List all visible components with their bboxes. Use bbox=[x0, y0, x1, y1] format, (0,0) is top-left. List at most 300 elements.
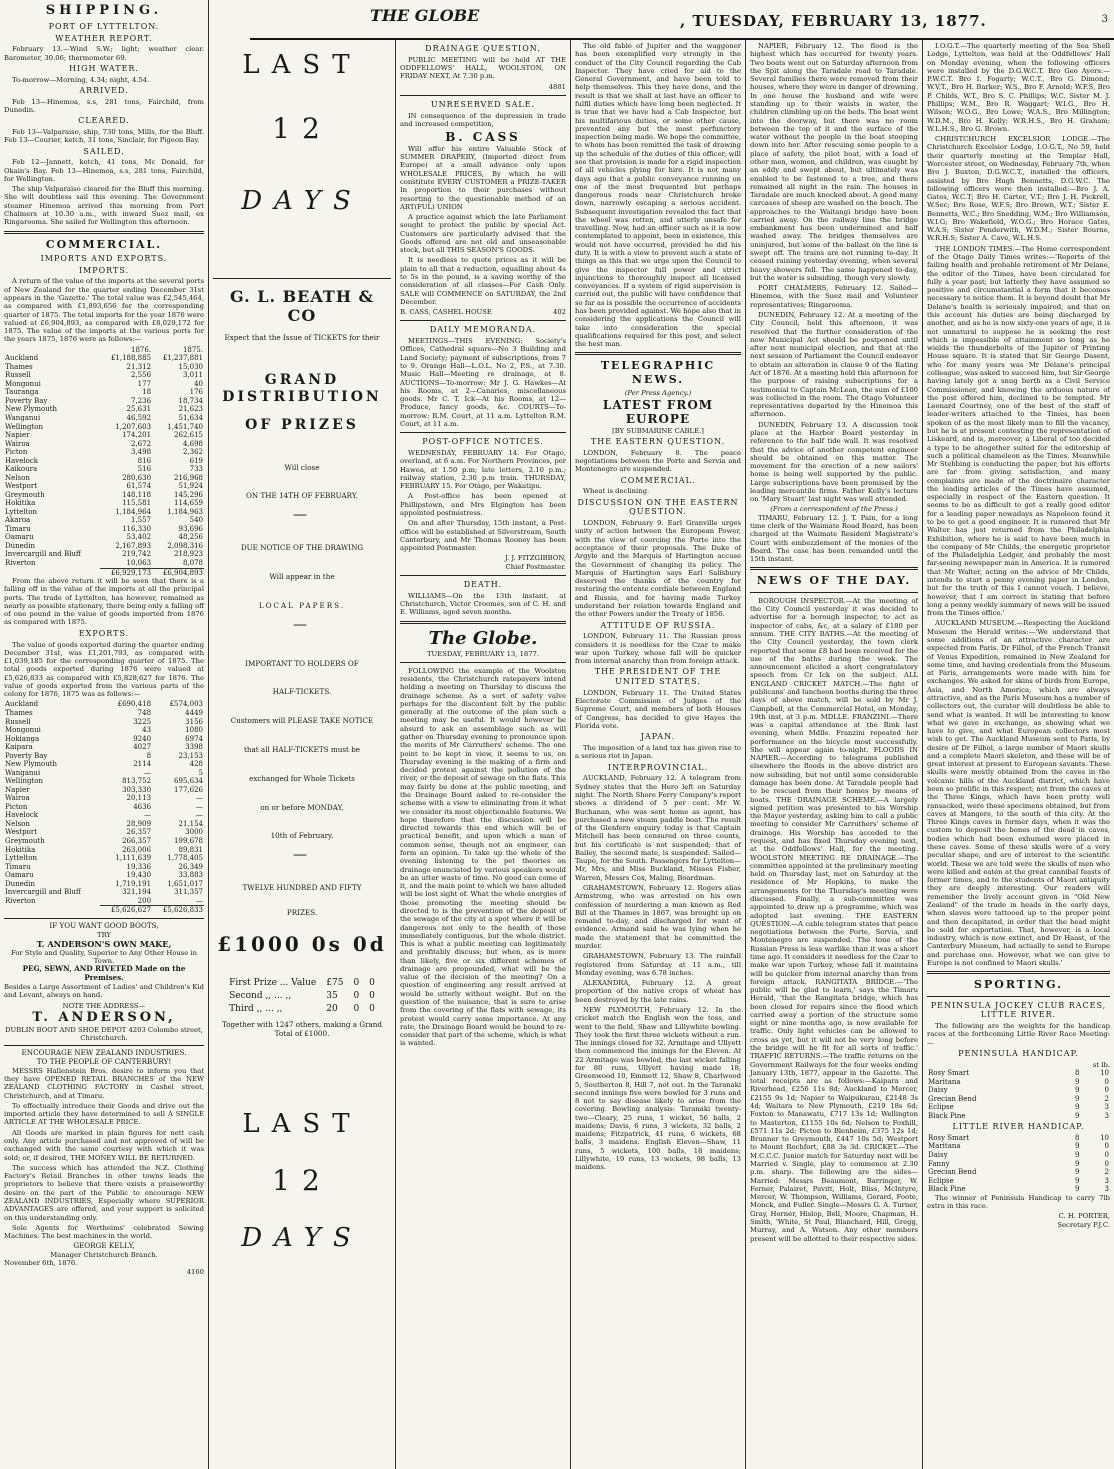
imports-row-b: 262,615 bbox=[174, 431, 203, 440]
grand-distribution: GRAND DISTRIBUTION bbox=[222, 372, 382, 406]
exports-row-port: Wanganui bbox=[5, 768, 41, 777]
dunedin-item-1: DUNEDIN, February 12. At a meeting of the City Council, held this afternoon, it was resolved that the further consideration of the new Municipal Act should be postponed until after next municipal election, and that at the next session of Parliament the Council endeavor to obtain an alteration in clause 9 of the Rating Act of 1876. At a meeting held this afternoon for the purpose of raising subscriptions for a testimonial to Captain McLean, the sum of £100 was collected in the room. The Otago Volunteer representatives departed by the Hinemoa this afternoon. bbox=[750, 311, 918, 419]
imports-row-b: 218,923 bbox=[174, 550, 203, 559]
imports-row-port: Nelson bbox=[5, 473, 30, 482]
exports-row-port: Invercargill and Bluff bbox=[5, 888, 81, 897]
imports-row bbox=[4, 414, 204, 423]
iogt-item: I.O.G.T.—The quarterly meeting of the Sea Shell Lodge, Lyttelton, was held at the Oddfellows' Hall on Monday evening, when the following officers were installed by the D.G.W.C.T. Bro Geo Ayers:—P.W.C.T. Bro I. Fogarty; W.C.T., Bro G. Dimond; W.V.T., Bro H. Barker; W.S., Bro F. Arnold; W.F.S, Bro P. Childs, W.T., Bro S. C. Phillips; W.C. Sister M. J. Phillips; W.M., Bro R. Waggart; W.I.G., Bro H. Wilson; W.O.G., Bro Lowe; W.A.S., Bro Millington; W.D.M., Bro H. Kelly; W.R.H.S., Bro H. Graham; W.L.H.S., Bro G. Brown. bbox=[927, 42, 1110, 133]
imports-row-port: Wairoa bbox=[5, 439, 30, 448]
boots-address: DUBLIN BOOT AND SHOE DEPOT 4203 Colombo street, Christchurch. bbox=[5, 1025, 203, 1042]
column-6 bbox=[923, 0, 1114, 1469]
exports-total-b: £5,626,833 bbox=[152, 906, 204, 915]
due-notice: DUE NOTICE OF THE DRAWING bbox=[240, 543, 364, 553]
boots-stock: Besides a Large Assortment of Ladies' and Children's Kid and Levant, always on hand. bbox=[4, 982, 204, 1000]
imports-row-a: 116,330 bbox=[122, 524, 152, 533]
exports-row-b: 21,154 bbox=[178, 819, 203, 828]
weather-heading: WEATHER REPORT. bbox=[55, 33, 153, 43]
handicap-row-lb: 0 bbox=[1104, 1142, 1109, 1151]
imports-row bbox=[4, 542, 204, 551]
handicap-row bbox=[927, 1160, 1110, 1169]
high-water-heading: HIGH WATER. bbox=[69, 63, 139, 73]
exports-row-port: Kaipara bbox=[5, 743, 33, 752]
latest-europe: LATEST FROM EUROPE bbox=[602, 397, 714, 427]
exports-row bbox=[4, 769, 204, 778]
handicap-row-st: 9 bbox=[1075, 1151, 1080, 1159]
little-river-handicap-table bbox=[927, 1134, 1110, 1194]
imports-row-a: 177 bbox=[137, 379, 152, 388]
handicap-row-horse: Daisy bbox=[928, 1086, 948, 1095]
exports-row-a: 3225 bbox=[133, 717, 152, 726]
imports-row-port: Westport bbox=[5, 482, 38, 491]
imports-row-a: 1,207,603 bbox=[115, 422, 152, 431]
exports-row-port: Picton bbox=[5, 802, 28, 811]
sale-name: B. CASS bbox=[445, 130, 521, 145]
exports-row-a: 9240 bbox=[133, 734, 152, 743]
imports-row-b: 93,696 bbox=[178, 524, 203, 533]
exports-row-a: — bbox=[144, 811, 152, 820]
imports-row-a: 7,236 bbox=[130, 396, 152, 405]
imports-row-port: Oamaru bbox=[5, 533, 34, 542]
encourage-sign: GEORGE KELLY, bbox=[73, 1241, 135, 1251]
exports-row-b: — bbox=[196, 794, 203, 803]
encourage-role: Manager Christchurch Branch. bbox=[50, 1251, 158, 1260]
eastern-heading: THE EASTERN QUESTION. bbox=[590, 437, 726, 447]
exports-row-port: New Plymouth bbox=[5, 760, 58, 769]
imports-row-port: Tauranga bbox=[5, 388, 39, 397]
handicap-row-lb: 3 bbox=[1104, 1176, 1109, 1185]
imports-row-port: Invercargill and Bluff bbox=[5, 550, 81, 559]
on-or-before: on or before MONDAY, bbox=[260, 802, 344, 812]
imports-row-b: 3,011 bbox=[182, 371, 203, 380]
post-body-3: On and after Thursday, 15th instant, a Post-office will be established at Silverstream, South Canterbury, and Mr Thomas Rooney has been appointed Postmaster. bbox=[400, 519, 566, 553]
customers-notice: Customers will PLEASE TAKE NOTICE bbox=[230, 716, 374, 726]
encourage-body-2: To effectually introduce their Goods and drive out the imported article they have determined to sell A SINGLE ARTICLE AT THE WHOLESALE PRICE. bbox=[4, 1101, 204, 1127]
imports-row bbox=[4, 388, 204, 397]
prize-row-s: 0 bbox=[353, 1004, 360, 1015]
handicap-row-lb: 10 bbox=[1100, 1069, 1109, 1077]
exports-row-port: Greymouth bbox=[5, 836, 45, 845]
important-holders: IMPORTANT TO HOLDERS OF bbox=[245, 658, 359, 668]
exports-row-port: Auckland bbox=[5, 700, 39, 709]
handicap-row bbox=[927, 1134, 1110, 1143]
imports-row bbox=[4, 525, 204, 534]
exports-row-b: 26,349 bbox=[178, 862, 203, 871]
drainage-heading: DRAINAGE QUESTION. bbox=[425, 44, 541, 53]
twelve-banner: 12 bbox=[272, 111, 332, 145]
imports-row-b: 48,256 bbox=[178, 533, 203, 542]
exports-row-b: £574,003 bbox=[169, 700, 203, 709]
imports-row-port: Auckland bbox=[5, 354, 39, 363]
prize-amount: £1000 0s 0d bbox=[217, 931, 387, 956]
exports-row bbox=[4, 709, 204, 718]
exports-row-b: — bbox=[196, 811, 203, 820]
exports-row-port: Mongonui bbox=[5, 726, 41, 735]
exports-row-port: Hokitika bbox=[5, 845, 36, 854]
russia-heading: ATTITUDE OF RUSSIA. bbox=[600, 620, 716, 630]
imports-row-port: Akaroa bbox=[5, 516, 31, 525]
exports-row-b: 428 bbox=[189, 760, 203, 769]
press-agency: (Per Press Agency.) bbox=[624, 389, 692, 398]
imports-total-b: £6,904,893 bbox=[152, 568, 204, 577]
imports-row-b: 619 bbox=[189, 456, 203, 465]
exports-row-a: 813,752 bbox=[122, 777, 152, 786]
exports-row-b: — bbox=[196, 896, 203, 905]
exports-row bbox=[4, 897, 204, 906]
beath-expect: Expect that the Issue of TICKETS for their bbox=[224, 332, 380, 342]
imports-row-port: Dunedin bbox=[5, 541, 35, 550]
imports-row bbox=[4, 371, 204, 380]
post-body-2: A Post-office has been opened at Phillipstown, and Mrs Elgington has been appointed postmistress. bbox=[400, 492, 566, 517]
boots-note: NOTE THE ADDRESS— bbox=[62, 1001, 146, 1010]
exports-row-a: £690,418 bbox=[117, 700, 152, 709]
imports-row-a: 46,592 bbox=[126, 413, 152, 422]
imports-row-a: 3,498 bbox=[130, 448, 152, 457]
alexandra-item: ALEXANDRA, February 12. A great proportion of the native crops of wheat has been destroyed by the late rains. bbox=[575, 979, 741, 1004]
half-tickets: HALF-TICKETS. bbox=[272, 687, 332, 697]
last-banner: LAST bbox=[242, 50, 362, 80]
exports-row-a: 263,006 bbox=[122, 845, 152, 854]
exports-row-a: 4636 bbox=[133, 802, 152, 811]
boots-name: T. ANDERSON'S OWN MAKE, bbox=[36, 938, 172, 949]
handicap-row-lb: 2 bbox=[1104, 1168, 1109, 1177]
death-body: WILLIAMS—On the 13th instant, at Christchurch, Victor Croomes, son of C. H. and E. Williams, aged seven months. bbox=[400, 591, 566, 617]
imports-row-b: 114,659 bbox=[174, 499, 203, 508]
exports-row-port: Nelson bbox=[5, 819, 30, 828]
exports-row bbox=[4, 735, 204, 744]
exports-row-port: Westport bbox=[5, 828, 38, 837]
exports-row-b: 1,651,017 bbox=[167, 879, 203, 888]
handicap-row-horse: Rosy Smart bbox=[928, 1133, 970, 1142]
races-note: The winner of Peninsula Handicap to carry 7lb extra in this race. bbox=[927, 1193, 1110, 1210]
tenth-february: 10th of February. bbox=[270, 831, 334, 841]
exports-row-port: Hokianga bbox=[5, 734, 40, 743]
exports-row bbox=[4, 820, 204, 829]
encourage-body-4: The success which has attended the N.Z. Clothing Factory's Retail Branches in other towns leads the proprietors to believe that there exists a praiseworthy desire on the part of the Public to encourage NEW ZEALAND INDUSTRIES, Especially where SUPERIOR ADVANTAGES are offered, and your support is solicited on this understanding only. bbox=[4, 1163, 204, 1222]
imports-row bbox=[4, 533, 204, 542]
prize-row bbox=[225, 991, 379, 1002]
together-note: Together with 1247 others, making a Grand Total of £1000. bbox=[221, 1020, 383, 1038]
exports-row-port: Havelock bbox=[5, 811, 38, 820]
imports-row bbox=[4, 380, 204, 389]
encourage-date: November 6th, 1876. bbox=[4, 1259, 78, 1268]
last-banner-2: LAST bbox=[242, 1108, 362, 1139]
handicap-row bbox=[927, 1078, 1110, 1087]
sale-sign: B. CASS, CASHEL HOUSE bbox=[400, 308, 492, 317]
handicap-row bbox=[927, 1095, 1110, 1104]
prize-row-l: 20 bbox=[326, 1004, 338, 1015]
sale-body-1: Will offer his entire Valuable Stock of SUMMER DRAPERY, (Imported direct from Europe) at a small advance only upon WHOLESALE PRICES, By which he will constitute EVERY CUSTOMER a PRIZE-TAKER In proportion to their purchases without resorting to the questionable method of an ART(FUL) UNION bbox=[400, 144, 566, 211]
imports-row-a: 10,063 bbox=[126, 559, 152, 568]
boots-try: TRY bbox=[97, 930, 111, 939]
column-2: LAST 12 DAYS G. L. BEATH & CO Expect that the Issue of TICKETS for their GRAND DISTRIBUTION OF PRIZES Will close ON THE 14TH OF FEBRUARY. — DUE NOTICE OF THE DRAWING Will appear in the LOCAL PAPERS. — IMPORTANT TO HOLDERS OF HALF-TICKETS. Customers will PLEASE TAKE NOTICE that all HALF-TICKETS must be exchanged for Whole Tickets on or before MONDAY, 10th of February. — TWELVE HUNDRED AND FIFTY PRIZES. £1000 0s 0d First Prize ... Value £75 0 0 Second ,, ... ,, 35 0 0 Third ,, ... ,, 20 0 0 Together with 1247 others, making a Grand Total of £1000. LAST 12 DAYS bbox=[209, 0, 395, 1469]
exports-row-b: 1080 bbox=[185, 726, 203, 735]
handicap-row-lb: 3 bbox=[1104, 1111, 1109, 1120]
column-3 bbox=[396, 0, 570, 1469]
exports-row-a: 1,719,191 bbox=[115, 879, 152, 888]
exports-row-port: Wellington bbox=[5, 777, 44, 786]
arrived-heading: ARRIVED. bbox=[79, 85, 129, 95]
prize-row-label: Second ,, ... ,, bbox=[229, 991, 292, 1002]
exports-row-b: 695,634 bbox=[174, 777, 203, 786]
imports-row bbox=[4, 440, 204, 449]
imports-row-port: Lyttelton bbox=[5, 507, 38, 516]
imports-row-b: 4,698 bbox=[182, 439, 203, 448]
imports-row-port: Havelock bbox=[5, 456, 38, 465]
handicap-row-st: 9 bbox=[1075, 1168, 1080, 1177]
commercial-body: Wheat is declining. bbox=[583, 487, 650, 496]
discussion-heading: DISCUSSION ON THE EASTERN QUESTION. bbox=[577, 497, 739, 517]
imports-row-port: Wanganui bbox=[5, 413, 41, 422]
races-heading: PENINSULA JOCKEY CLUB RACES, LITTLE RIVER. bbox=[930, 1000, 1107, 1020]
imports-row-b: 2,362 bbox=[182, 448, 203, 457]
memoranda-body: MEETINGS—THIS EVENING: Society's Offices, Cathedral square—No 3 Building and Land Society; payment of subscriptions, from 7 to 9. Orange Hall—L.O.L. No 2, P.S., at 7.30. Music Hall—Meeting re drainage, at 8. AUCTIONS—To-morrow: Mr J. G. Hawkes—At his Rooms, at 2—Canaries, miscellaneous goods. Mr C. T. Ick—At his Rooms, at 12—Produce, fancy goods, &c. COURTS—To-morrow: R.M. Court, at 11 a.m. Lyttelton R.M. Court, at 11 a.m. bbox=[400, 337, 566, 428]
eastern-body: LONDON, February 8. The peace negotiations between the Porte and Servia and Montenegro are suspended. bbox=[575, 448, 741, 474]
of-prizes: OF PRIZES bbox=[245, 416, 359, 433]
imports-row bbox=[4, 363, 204, 372]
handicap-row-horse: Rosy Smart bbox=[928, 1069, 970, 1077]
exports-row-a: 2114 bbox=[133, 760, 152, 769]
exports-row bbox=[4, 718, 204, 727]
imports-row-a: 280,630 bbox=[122, 473, 152, 482]
exports-row-b: 4449 bbox=[185, 709, 203, 718]
imports-row bbox=[4, 457, 204, 466]
imports-row bbox=[4, 465, 204, 474]
exports-row-b: 33,883 bbox=[178, 871, 203, 880]
prize-row bbox=[225, 978, 379, 989]
interprovincial-body: AUCKLAND, February 12. A telegram from Sydney states that the Hero left on Saturday night. The North Shore Ferry Company's report shows a dividend of 5 per cent. Mr W. Buchanan, who was sent home as agent, has purchased a new steam paddle boat. The result of the Glenfern enquiry today is that Captain Mitchell has been censured on three counts, but his certificate is not suspended; that of Bailey, the second mate, is suspended. Sailed—Taupo, for the South. Passengers for Lyttelton—Mr, Mrs, and Miss Buckland, Misses Fisher, Warren, Messrs Cox, Maling, Boardman. bbox=[575, 774, 741, 882]
napier-item: NAPIER, February 12. The flood is the highest which has occurred for twenty years. Two boats went out on Saturday afternoon from the Spit along the Taradale road to Taradale. Several families there were removed from their houses, where they were in danger of drowning. In one house the husband and wife were standing up to their waists in water, the children climbing up on the beds. The boat went into the doorway, but there was no room between the top of it and the surface of the water without the people in the boat stooping down into her. After rescuing some people to a place of safety, the pilot boat, with a load of other men, women, and children, was caught by an eddy and swept about, but ultimately was enabled to be fastened to a tree, and there remained all night in the rain. The houses in Taradale are much knocked about. A good many carcases of sheep are washed on the beach. The approaches to the Waitangi bridge have been carried away. On the railway line the bridge embankment has been undermined and half washed away. The bridges themselves are uninjured, but some of the ballast on the line is swept off. The trains are not running to-day. It ceased raining yesterday evening, when several heavy showers fell. The same happened to-day, but the water is subsiding, though very slowly. bbox=[750, 42, 918, 282]
boots-pegged: PEG, SEWN, AND RIVETED Made on the Premises. bbox=[22, 964, 186, 983]
imports-row-a: 53,402 bbox=[126, 533, 152, 542]
imports-year-b: 1875. bbox=[182, 345, 203, 354]
news-of-day-body: BOROUGH INSPECTOR.—At the meeting of the City Council yesterday it was decided to advertise for a borough inspector, to act as inspector of cabs, &c, at a salary of £180 per annum. THE CITY BATHS.—At the meeting of the City Council yesterday, the town clerk reported that some £8 had been received for the use of the baths during the week. The announcement elicited a short congratulatory speech from Cr Ick on the subject. ALL ENGLAND CRICKET MATCH.—The fight of publicans' and luncheon booths during the three days of above match, will be sold by Mr J. Campbell, at the Commercial Hotel, on Monday, 19th inst, at 3 p.m. MDLLE. FRANZINI.—There was a capital attendance at the Rink last evening, when Mdlle. Franzini repeated her performance on the bicycle most successfully. She will appear again to-night. FLOODS IN NAPIER.—According to telegrams published elsewhere the floods in the above district are now subsiding, but not until some considerable damage has been done. At Taradale people had to be rescued from their homes by means of boats. THE DRAINAGE SCHEME.—A largely signed petition was presented to his Worship the Mayor yesterday, asking him to call a public meeting to consider Mr Carruthers' scheme of drainage. His Worship has acceded to the request, and has fixed Thursday evening next, at the Oddfellows' Hall, for the meeting. WOOLSTON MEETING RE DRAINAGE.—The committee appointed at the preliminary meeting held on Thursday last, met on Saturday at the residence of Mr Hopkins, to make the arrangements for the Thursday's meeting were discussed. Finally, a sub-committee was appointed to draw up a programme, which was adopted last evening. THE EASTERN QUESTION.—A cable telegram states that peace negotiations between the Porte, Servia, and Montenegro are suspended. The tone of the Russian Press is less warlike than it was a short time ago. It considers it needless for the Czar to make war upon Turkey, whose fall it maintains will be quicker from internal anarchy than from foreign attack. RANGITATA BRIDGE.—'The public will be glad to learn,' says the Timaru Herald, 'that the Rangitata bridge, which has been closed for repairs since the flood which carried away a portion of the structure some eight or nine months ago, is now available for traffic. Only light vehicles can be allowed to cross as yet, but it will not be very long before the bridge will be fit for all sorts of traffic.' TRAFFIC RETURNS.—The traffic returns on the Government Railways for the four weeks ending January 13th, 1877, appear in the Gazette. The total receipts are as follows:—Kaipara and Riverhead, £256 11s 8d; Auckland to Mercer, £2155 9s 1d; Napier to Waipukurau, £2148 3s 4d; Waitara to New Plymouth, £219 18s 6d; Foxton to Manawatu, £717 13s 1d; Wellington to Masterton, £1155 10s 6d; Nelson to Foxhill, £571 11s 2d; Picton to Blenheim, £375 12s 1d; Brunner to Greymouth, £447 10s 5d; Westport to Mount Rochfort, £88 3s 3d. CRICKET.—The M.C.C.C. Junior match for Saturday next will be Married v. Single, play to commence at 2.30 p.m. sharp. The following are the sides—Married: Messrs Beaumont, Barringer, W. Ferner, Palairet, Pavitt, Holt, Bliss, McIntyre, Mercer, W. Thompson, Williams, Gerard, Foote, Monck, and Fuller. Single—Messrs G. A. Turner, Gray, Horner, Hislop, Bell, Moore, Chapman, H. Smith, 'White, St Paul, Blanchard, Hill, Gregg, Murray, and A. Watson. Any other members present will be allotted to their respective sides. bbox=[750, 596, 919, 1243]
handicap-row bbox=[927, 1112, 1110, 1121]
imports-note: From the above return it will be seen that there is a falling off in the value of the imports at all the principal ports. The trade of Lyttelton, has however, remained as nearly as possible stationary, there being only a falling off of one pound in the value of goods imported from 1876 as compared with 1875. bbox=[4, 577, 204, 627]
exports-row bbox=[4, 871, 204, 880]
handicap-row bbox=[927, 1142, 1110, 1151]
drainage-body: PUBLIC MEETING will be held AT THE ODDFELLOWS' HALL, WOOLSTON, ON FRIDAY NEXT, At 7.30 p.m. bbox=[400, 55, 566, 81]
exports-row-b: 5 bbox=[198, 768, 203, 777]
auckland-museum-item: AUCKLAND MUSEUM.—Respecting the Auckland Museum the Herald writes:—'We understand that some additions of an attractive character are expected from Paris. Dr Filhol, of the French Transit of Venus Expedition, remained in New Zealand for some time, and having credentials from the Museum at Paris, arrangements were made with him for exchanges. We asked for skins of birds from Europe, Asia, and North America, which are always attractive, and as the Paris Museum has a number of collectors out, the curator will doubtless be able to send what is wanted. It will be interesting to know what we gave in exchange, as showing what we have to give, and what European collectors most wish to get. The Auckland Museum sent to Paris, by desire of Dr Filhol, a large number of Maori skulls and a complete Maori skeleton, and these will be of great interest at present to European savants. These skulls were mostly obtained from the caves in the volcanic hills of the Auckland district, which have been so prolific in this respect; not from the caves at the Three Kings, which have been pretty well ransacked, were these specimens obtained, but from caves at Mangere, to the south of this city. At the Three Kings caves in former days, when it was the custom to deposit the bones of the dead in caves, bodies which had been exhumed were placed in these caves. Some of these skulls were of a very peculiar shape, and are of interest to the scientific world. These we are told were the skulls of men who were killed and eaten at the great cannibal feasts of former times, and to the students of Maori antiquity they are deeply interesting. Our readers will remember the lively account given in "Old New Zealand" of the trade in heads in the early days, when slaves were tattooed up to the proper point and then decapitated, in order that the head might be sold for exportation. That, however, is a local industry, which is now extinct, and Dr Haast, of the Canterbury Museum, had actually to send to Europe and purchase one. However, what we can give to Europe is not confined to Maori skulls.' bbox=[927, 619, 1110, 967]
little-river-handicap-heading: LITTLE RIVER HANDICAP. bbox=[952, 1122, 1085, 1132]
imports-row-a: 516 bbox=[137, 465, 152, 474]
imports-row-port: Wellington bbox=[5, 422, 44, 431]
imports-row-port: New Plymouth bbox=[5, 405, 58, 414]
page-number: 3 bbox=[1101, 14, 1108, 25]
exports-row-a: 4027 bbox=[133, 743, 152, 752]
exports-row-a: 28,909 bbox=[126, 819, 152, 828]
exports-row-a: 43 bbox=[142, 726, 152, 735]
exports-row-a: 303,330 bbox=[122, 785, 152, 794]
exports-row-a: 26,357 bbox=[126, 828, 152, 837]
handicap-row-lb: 3 bbox=[1104, 1103, 1109, 1112]
sale-intro: IN consequence of the depression in trade and increased competition, bbox=[400, 111, 566, 128]
weather-text: February 13.—Wind S.W.; light; weather clear. Barometer, 30.06; thermometer 69. bbox=[4, 45, 204, 62]
prize-row-label: First Prize ... Value bbox=[229, 978, 317, 989]
column-4 bbox=[571, 0, 745, 1469]
imports-row bbox=[4, 491, 204, 500]
handicap-row-lb: 0 bbox=[1104, 1151, 1109, 1159]
encourage-heading: ENCOURAGE NEW ZEALAND INDUSTRIES. bbox=[21, 1048, 187, 1058]
imports-row-port: Napier bbox=[5, 431, 30, 440]
handicap-row-st: 9 bbox=[1075, 1094, 1080, 1103]
imports-row-port: Hokitika bbox=[5, 499, 36, 508]
cable-note: [BY SUBMARINE CABLE.] bbox=[612, 426, 704, 435]
exports-row-port: Napier bbox=[5, 785, 30, 794]
exports-row-port: Thames bbox=[5, 709, 33, 718]
sale-body-2: A practice against which the late Parliament sought to protect the public by special Act. Customers are particularly advised that the Goods offered are not old and unseasonable stock, but all THIS SEASON'S GOODS. bbox=[400, 213, 566, 255]
handicap-row bbox=[927, 1177, 1110, 1186]
imports-row bbox=[4, 550, 204, 559]
exports-row bbox=[4, 743, 204, 752]
port-chalmers-item: PORT CHALMERS, February 12. Sailed—Hinemoa, with the Suez mail and Volunteer representatives; Ringarooma. bbox=[750, 284, 918, 309]
commercial-title: COMMERCIAL. bbox=[45, 237, 163, 251]
exports-row-b: 1,778,405 bbox=[167, 854, 203, 863]
post-body: WEDNESDAY, FEBRUARY 14. For Otago, overland, at 6 a.m. For Northern Provinces, per Hawea, at 1.50 p.m; late letters, 2.10 p.m.; railway station, 2.30 p.m train. THURSDAY, FEBRUARY 15. For Otago, per Wakatipu. bbox=[400, 449, 566, 491]
exports-row-b: 3000 bbox=[185, 828, 203, 837]
imports-row-b: 40 bbox=[194, 379, 203, 388]
exports-row bbox=[4, 786, 204, 795]
handicap-row-st: 9 bbox=[1075, 1111, 1080, 1120]
column-5 bbox=[746, 0, 922, 1469]
globe-date: TUESDAY, FEBRUARY 13, 1877. bbox=[426, 649, 540, 658]
timaru-item: TIMARU, February 12. J. T. Pain, for a long time clerk of the Waimate Road Board, has been charged at the Waimate Resident Magistrate's Court with embezzlement of the monies of the Board. The case has been remanded until the 15th instant. bbox=[750, 513, 918, 564]
handicap-row bbox=[927, 1069, 1110, 1078]
twelve-banner-2: 12 bbox=[272, 1164, 332, 1198]
prize-row-s: 0 bbox=[353, 991, 360, 1002]
exports-row-b: 199,678 bbox=[174, 836, 203, 845]
imports-row bbox=[4, 516, 204, 525]
imports-row-b: £1,237,881 bbox=[162, 354, 203, 363]
exports-row bbox=[4, 828, 204, 837]
exports-row bbox=[4, 837, 204, 846]
jupiter-article: The old fable of Jupiter and the waggoner has been exemplified very strongly in the conduct of the City Council regarding the Cab Inspector. They have cried for aid to the General Government, and have been told to help themselves. This they have done, and the result is that we shall at last have an officer to fulfil duties which have long been neglected. It is true that we have had a Cab Inspector, but his multifarious duties, or some other cause, prevented any but the most perfunctory inspection being made. We hope the committee, to whom has been remitted the task of drawing up the schedule of the duties of this officer, will see that provision is made for a rigid inspection of all vehicles plying for hire. It is not many days ago that a public conveyance running on one of the most frequented but perhaps dangerous roads near Christchurch broke down, narrowly escaping a serious accident. Subsequent investigation revealed the fact that the wheel was rotten, and utterly unsafe for travelling. Now, had an officer such as it is now contemplated to appoint, been in existence, this would not have occurred, provided he did his duty. It is with a view to prevent such a state of things as this that we urge upon the Council to give the inspector full power and strict injunctions to thoroughly inspect all licensed conveyances. If a system of rigid supervision is carried out, the public will have confidence that so far as is possible the occurrence of accidents has been provided against. We hope also that in considering the applications the Council will take into consideration the special qualifications required for this post, and select the best man. bbox=[575, 42, 741, 349]
prize-row-d: 0 bbox=[369, 1004, 375, 1015]
imports-row-a: 18 bbox=[142, 388, 152, 397]
handicap-row-lb: 3 bbox=[1104, 1185, 1109, 1194]
imports-row-a: 1,184,964 bbox=[115, 507, 152, 516]
exports-table bbox=[4, 700, 204, 914]
handicap-row-horse: Black Pine bbox=[928, 1185, 966, 1194]
exports-row-a: 19,430 bbox=[126, 871, 152, 880]
handicap-row bbox=[927, 1086, 1110, 1095]
handicap-row-st: 9 bbox=[1075, 1185, 1080, 1194]
handicap-row-horse: Eclipse bbox=[928, 1103, 954, 1112]
handicap-row-horse: Eclipse bbox=[928, 1176, 954, 1185]
encourage-body-3: All Goods are marked in plain figures for nett cash only. Any article purchased and not approved of will be exchanged with the same courtesy with which it was sold; or, if desired, THE MONEY WILL BE RETURNED. bbox=[4, 1128, 204, 1162]
prizes-label: PRIZES. bbox=[286, 908, 318, 918]
handicap-row-lb: 0 bbox=[1104, 1077, 1109, 1086]
exports-row-b: 23,153 bbox=[178, 751, 203, 760]
exports-row-a: 1,111,639 bbox=[115, 854, 152, 863]
imports-row-a: 2,556 bbox=[130, 371, 152, 380]
handicap-row-horse: Grecian Bend bbox=[928, 1094, 977, 1103]
death-heading: DEATH. bbox=[463, 579, 503, 589]
prize-row-l: 35 bbox=[326, 991, 338, 1002]
imports-intro: A return of the value of the imports at the several ports of New Zealand for the quarter ending December 31st appears in the 'Gazette.' The total value was £2,545,464, as compared with £1,893,656 for the corresponding quarter of 1875. The total imports for the year 1876 were valued at £6,904,893, as compared with £8,029,172 for 1875. The value of the imports at the various ports for the years 1875, 1876 were as follows:— bbox=[4, 277, 204, 344]
imports-row-b: 733 bbox=[189, 465, 203, 474]
exports-row bbox=[4, 794, 204, 803]
imports-row-b: 51,924 bbox=[178, 482, 203, 491]
leader-article: FOLLOWING the example of the Woolston residents, the Christchurch ratepayers intend holding a meeting on Thursday to discuss the drainage scheme. As a sort of safety valve perhaps for the discontent felt by the public generally at the outcome of the plan such a meeting may be useful. It would however be absurd to ask an assemblage such as will gather on Thursday evening to pronounce upon the merits of Mr Carruthers' scheme. The one point to be kept in view, it seems to us, on Thursday evening is the making of a firm and decided protest against the pollution of the river, or the deposit of sewage on the flats. This may fairly be done at the public meeting, and the Drainage Board asked to re-consider the scheme with a view to eliminating from it what we consider its most objectionable features. We hope therefore that the discussion will be directed towards this end which will be of practical benefit, and upon which a man of common sense, though not an engineer, can form an opinion. To take up the whole of the evening listening to the pet theories on drainage enunciated by various speakers would be an utter waste of time. No good can come of it, and the main point to which we have alluded will be lost sight of. What the whole energies of those promoting the meeting should be directed to is the prevention of the deposit of the sewage of the city at a spot where it will be dangerous not only to the health of those immediately contiguous, but the whole district. This is what a public meeting can legitimately and profitably discuss; but when, as is more than likely, five or six different schemes of drainage are propounded, what will be the value of the decision of the meeting? On a question of engineering any result arrived at would be utterly without weight. But on the question of the nuisance, that is sure to arise from the covering of the flats with sewage, its protest would carry some importance. At any rate, the Drainage Board would be bound to re-consider that part of the scheme, which is what is wanted. bbox=[400, 666, 566, 1048]
exports-row-port: Wairoa bbox=[5, 794, 30, 803]
handicap-row-horse: Maritana bbox=[928, 1077, 961, 1086]
exports-row-a: 20,113 bbox=[126, 794, 152, 803]
high-water-text: To-morrow—Morning, 4.34; night, 4.54. bbox=[12, 75, 150, 84]
imports-row-b: 1,184,963 bbox=[167, 507, 203, 516]
exports-intro: The value of goods exported during the quarter ending December 31st, was £1,201,793, as compared with £1,039,185 for the corresponding quarter of 1875. The total goods exported during 1876 were valued at £5,626,833 as compared with £5,828,627 for 1876. The value of goods exported from the various parts of the colony for 1876, 1875 was as follows:— bbox=[4, 640, 204, 699]
imports-row-a: 61,574 bbox=[126, 482, 152, 491]
handicap-row-st: 9 bbox=[1075, 1176, 1080, 1185]
exports-row-a: 266,357 bbox=[122, 836, 152, 845]
boots-tag: For Style and Quality, Superior to Any Other House in Town. bbox=[10, 948, 198, 966]
handicap-row-st: 9 bbox=[1075, 1103, 1080, 1112]
imports-row-b: 18,734 bbox=[178, 396, 203, 405]
imports-row bbox=[4, 405, 204, 414]
races-role: Secretary P.J.C. bbox=[1057, 1220, 1110, 1229]
exports-row bbox=[4, 854, 204, 863]
masthead-date: , TUESDAY, FEBRUARY 13, 1877. bbox=[680, 12, 987, 30]
japan-body: The imposition of a land tax has given rise to a serious riot in Japan. bbox=[575, 744, 741, 761]
handicap-row-lb: 10 bbox=[1100, 1133, 1109, 1142]
exports-row bbox=[4, 752, 204, 761]
imports-row bbox=[4, 423, 204, 432]
dunedin-item-2: DUNEDIN, February 13. A discussion took place at the Harbor Board yesterday in reference to the half tide wall. It was resolved that the advice of another competent engineer should be obtained on this matter. The movement for the erection of a new sailors' home is being well supported by the public. Large subscriptions have been promised by the leading mercantile firms. Father Kelly's lecture on 'Mary Stuart' last night was well attended. bbox=[750, 420, 918, 504]
imports-row-b: 21,623 bbox=[178, 405, 203, 414]
exports-row-a: 321,194 bbox=[122, 888, 152, 897]
imports-row-b: 15,030 bbox=[178, 362, 203, 371]
memoranda-heading: DAILY MEMORANDA. bbox=[429, 325, 537, 335]
shipping-title: SHIPPING. bbox=[45, 3, 163, 18]
weight-unit: st lb. bbox=[1092, 1060, 1110, 1069]
imports-row-b: 145,296 bbox=[174, 490, 203, 499]
exports-row bbox=[4, 888, 204, 897]
interprovincial-heading: INTERPROVINCIAL. bbox=[607, 762, 709, 772]
imports-row-a: 2,167,893 bbox=[115, 541, 152, 550]
imports-row-b: 540 bbox=[189, 516, 203, 525]
imports-row-port: Poverty Bay bbox=[5, 396, 48, 405]
local-papers: LOCAL PAPERS. bbox=[258, 600, 346, 610]
on-date: ON THE 14TH OF FEBRUARY. bbox=[246, 491, 358, 501]
prize-row-d: 0 bbox=[369, 991, 375, 1002]
drainage-number: 4881 bbox=[548, 82, 566, 91]
exports-row-b: — bbox=[196, 802, 203, 811]
exports-row-a: 8 bbox=[146, 751, 152, 760]
imports-total-a: £6,929,173 bbox=[100, 568, 152, 577]
imports-row-port: Riverton bbox=[5, 559, 36, 568]
sailed-heading: SAILED. bbox=[83, 146, 125, 156]
handicap-row-st: 9 bbox=[1075, 1077, 1080, 1086]
imports-row-a: 21,312 bbox=[126, 362, 152, 371]
encourage-number: 4160 bbox=[186, 1267, 204, 1276]
exports-row-b: 3156 bbox=[185, 717, 203, 726]
imports-table bbox=[4, 346, 204, 577]
president-heading: THE PRESIDENT OF THE UNITED STATES. bbox=[594, 667, 722, 687]
exports-row-port: Oamaru bbox=[5, 871, 34, 880]
boots-heading: IF YOU WANT GOOD BOOTS, bbox=[49, 920, 159, 930]
grahamstown-1: GRAHAMSTOWN, February 12. Rogers alias Armstrong, who was arrested on his own confession of murdering a man known as Red Bill at the Thames in 1867, was brought up on remand to-day, and discharged for want of evidence. Armand said he was lying when he made the statement that he committed the murder. bbox=[575, 884, 741, 950]
imports-row bbox=[4, 499, 204, 508]
exports-row bbox=[4, 863, 204, 872]
grahamstown-2: GRAHAMSTOWN, February 13. The rainfall registered from Saturday at 11 a.m., till Monday evening, was 6.78 inches. bbox=[575, 952, 741, 977]
exports-row bbox=[4, 880, 204, 889]
excelsior-item: CHRISTCHURCH EXCELSIOR LODGE.—The Christchurch Excelsior Lodge, I.O.G.T., No 59, held their quarterly meeting at the Templar Hall, Worcester street, on Wednesday, February 7th, when Bro J. Buxton, D.G.W.C.T., installed the officers, assisted by Bro Hugh Bennetts, D.G.W.C. The following officers were then installed:—Bro J. A. Gates, W.C.T; Bro H. Carter, V.T.; Bro J. H. Pickrell, W.Sec; Bro Rose, W.F.S; Bro Brown, W.T.; Sister E. Bennetts, W.C.; Bro Snedding, W.M.; Bro Williamson, W.I.G; Bro Wakefield, W.O.G.; Bro Horace Gates, W.A.S; Sister Penderwith, W.D.M.; Sister Bourne, W.R.H.S; Sister A. Cave, W.L.H.S. bbox=[927, 135, 1110, 243]
imports-row bbox=[4, 431, 204, 440]
handicap-row-horse: Daisy bbox=[928, 1151, 948, 1159]
beath-firm: G. L. BEATH & CO bbox=[230, 286, 374, 326]
post-heading: POST-OFFICE NOTICES. bbox=[422, 437, 544, 447]
encourage-ad bbox=[4, 1045, 204, 1276]
